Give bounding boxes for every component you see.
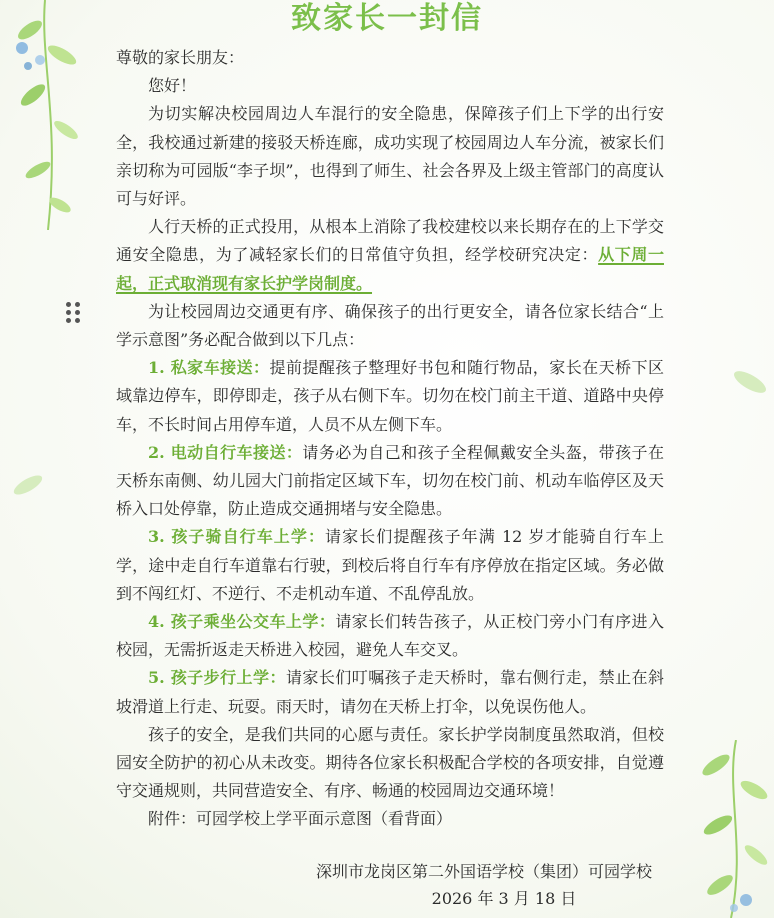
signature-date: 2026 年 3 月 18 日: [431, 889, 577, 908]
paragraph-1: 为切实解决校园周边人车混行的安全隐患，保障孩子们上下学的出行安全，我校通过新建的接驳天桥连廊，成功实现了校园周边人车分流，被家长们亲切称为可园版“李子坝”，也得到了师生、社会各界及上级主管部门的高度认可与好评。: [116, 104, 664, 209]
signature-block: [316, 858, 652, 912]
leaf-vine-bottom-right-icon: [676, 740, 774, 918]
hello: 您好！: [148, 76, 197, 96]
item-text: 请务必为自己和孩子全程佩戴安全头盔，带孩子在天桥东南侧、幼儿园大门前指定区域下车，切勿在校门前、机动车临停区及天桥入口处停靠，防止造成交通拥堵与安全隐患。: [116, 442, 664, 519]
signature-org: 深圳市龙岗区第二外国语学校（集团）可园学校: [315, 862, 652, 881]
attachment-note: 附件：可园学校上学平面示意图（看背面）: [148, 809, 453, 829]
leaf-left-icon: [8, 470, 48, 500]
item-text: 请家长们提醒孩子年满 12 岁才能骑自行车上学，途中走自行车道靠右行驶，到校后将自行车有序停放在指定区域。务必做到不闯红灯、不逆行、不走机动车道、不乱停乱放。: [116, 527, 664, 603]
paragraph-2-text: 人行天桥的正式投用，从根本上消除了我校建校以来长期存在的上下学交通安全隐患，为了减轻家长们的日常值守负担，经学校研究决定：: [116, 217, 664, 265]
list-item: [116, 664, 664, 720]
letter-title: 致家长一封信: [291, 1, 483, 36]
leaf-right-icon: [728, 365, 772, 399]
drag-handle-icon[interactable]: [64, 300, 82, 326]
letter-body: [116, 44, 664, 834]
item-label: 2. 电动自行车接送：: [148, 442, 303, 462]
item-label: 5. 孩子步行上学：: [148, 668, 286, 688]
item-label: 1. 私家车接送：: [148, 358, 270, 378]
list-item: [116, 439, 664, 524]
item-label: 4. 孩子乘坐公交车上学：: [148, 612, 336, 632]
list-item: [116, 523, 664, 608]
highlight-notice: 从下周一起，正式取消现有家长护学岗制度。: [116, 245, 664, 293]
closing-paragraph: 孩子的安全，是我们共同的心愿与责任。家长护学岗制度虽然取消，但校园安全防护的初心从未改变。期待各位家长积极配合学校的各项安排，自觉遵守交通规则，共同营造安全、有序、畅通的校园周边交通环境！: [116, 724, 664, 801]
item-label: 3. 孩子骑自行车上学：: [148, 527, 326, 547]
list-item: [116, 354, 664, 439]
paragraph-3: 为让校园周边交通更有序、确保孩子的出行更安全，请各位家长结合“上学示意图”务必配合做到以下几点：: [116, 301, 664, 350]
item-text: 提前提醒孩子整理好书包和随行物品，家长在天桥下区域靠边停车，即停即走，孩子从右侧下车。切勿在校门前主干道、道路中央停车，不长时间占用停车道，人员不从左侧下车。: [116, 358, 664, 434]
item-text: 请家长们转告孩子，从正校门旁小门有序进入校园，无需折返走天桥进入校园，避免人车交叉。: [116, 612, 664, 660]
paragraph-2: [116, 213, 664, 298]
greeting: 尊敬的家长朋友：: [116, 48, 245, 67]
item-text: 请家长们叮嘱孩子走天桥时，靠右侧行走，禁止在斜坡滑道上行走、玩耍。雨天时，请勿在天桥上打伞，以免误伤他人。: [116, 668, 664, 716]
list-item: [116, 608, 664, 664]
